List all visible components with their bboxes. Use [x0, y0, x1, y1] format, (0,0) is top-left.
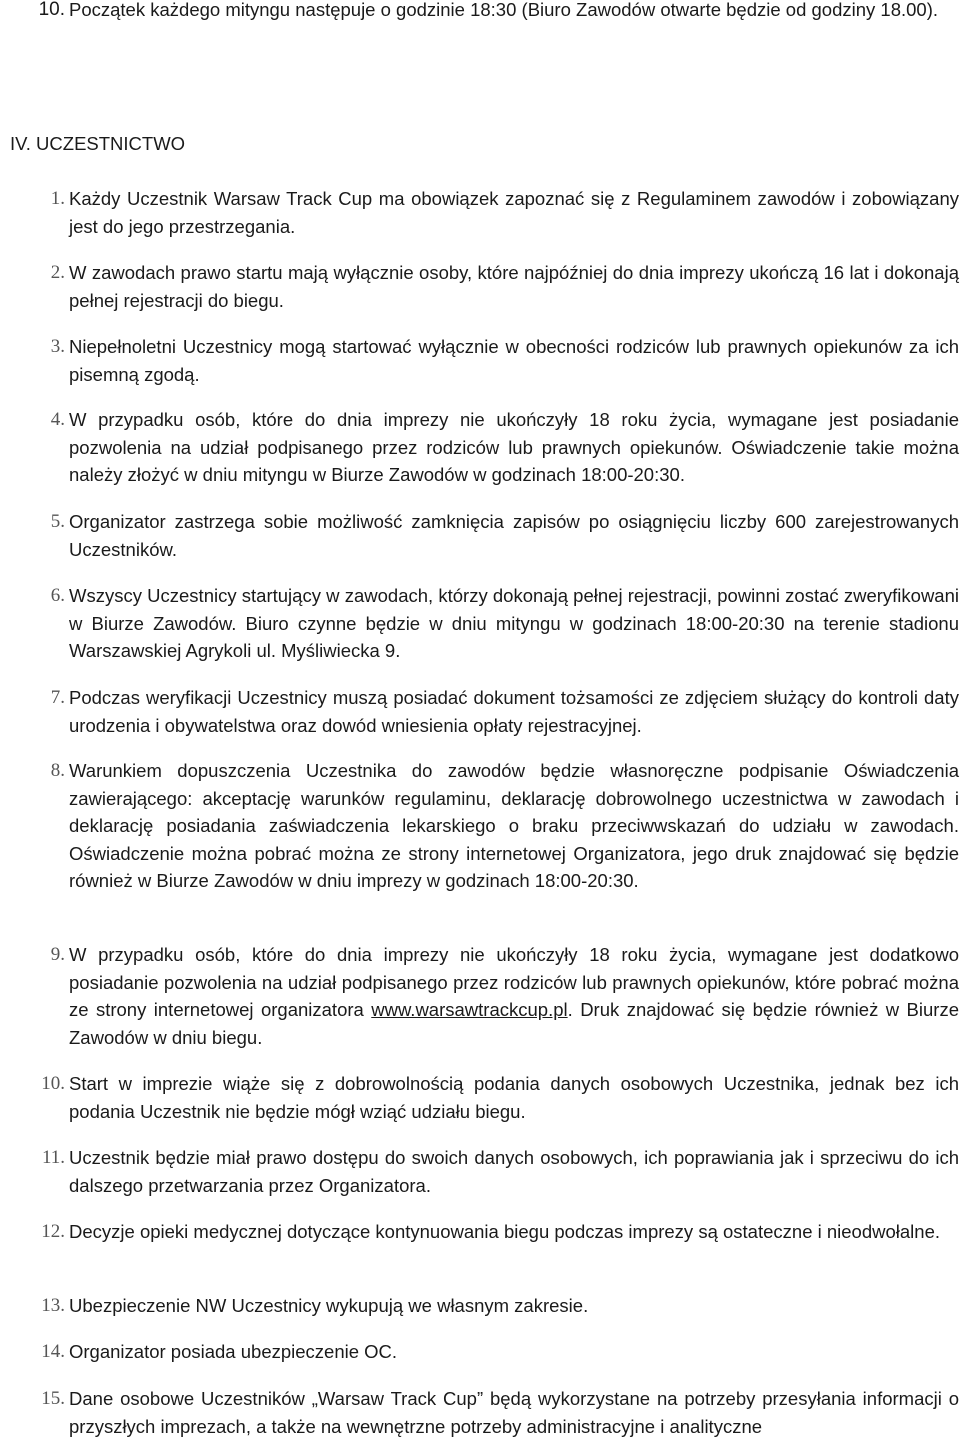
- item-text: W przypadku osób, które do dnia imprezy nie ukończyły 18 roku życia, wymagane jest posiadanie pozwolenia na udział podpisanego przez rodziców lub prawnych opiekunów. Oświadczenie takie można należy złożyć w dniu mityngu w Biurze Zawodów w godzinach 18:00-20:30.: [69, 409, 959, 485]
- item-text: Start w imprezie wiąże się z dobrowolnością podania danych osobowych Uczestnika, jednak bez ich podania Uczestnik nie będzie mógł wziąć udziału biegu.: [69, 1073, 959, 1122]
- item-number: 11.: [41, 1147, 65, 1168]
- item-text-after-link: . Druk znajdować się będzie również w Biurze Zawodów w dniu biegu.: [69, 999, 959, 1048]
- item-number: 8.: [50, 760, 65, 781]
- item-number: 3.: [50, 336, 65, 357]
- item-number: 4.: [50, 409, 65, 430]
- list-item: [50, 757, 959, 895]
- item-number: 13.: [41, 1295, 65, 1316]
- item-text: Każdy Uczestnik Warsaw Track Cup ma obowiązek zapoznać się z Regulaminem zawodów i zobowiązany jest do jego przestrzegania.: [69, 188, 959, 237]
- list-item: [50, 333, 959, 388]
- item-text: Wszyscy Uczestnicy startujący w zawodach, którzy dokonają pełnej rejestracji, powinni zostać zweryfikowani w Biurze Zawodów. Biuro czynne będzie w dniu mityngu w godzinach 18:00-20:30 na terenie stadionu Warszawskiej Agrykoli ul. Myśliwiecka 9.: [69, 585, 959, 661]
- item-text: Decyzje opieki medycznej dotyczące kontynuowania biegu podczas imprezy są ostateczne i nieodwołalne.: [69, 1221, 941, 1242]
- list-item: [41, 1385, 959, 1440]
- item-text: Niepełnoletni Uczestnicy mogą startować wyłącznie w obecności rodziców lub prawnych opiekunów za ich pisemną zgodą.: [69, 336, 959, 385]
- item-number: 6.: [50, 585, 65, 606]
- item-number: 14.: [41, 1341, 65, 1362]
- item-text: W zawodach prawo startu mają wyłącznie osoby, które najpóźniej do dnia imprezy ukończą 16 lat i dokonają pełnej rejestracji do biegu.: [69, 262, 959, 311]
- item-number: 12.: [41, 1221, 65, 1242]
- list-item: [41, 1292, 959, 1320]
- item-text: Dane osobowe Uczestników „Warsaw Track Cup” będą wykorzystane na potrzeby przesyłania informacji o przyszłych imprezach, a także na wewnętrzne potrzeby administracyjne i analityczne: [69, 1388, 959, 1437]
- list-item: [41, 1144, 959, 1199]
- item-text: Organizator zastrzega sobie możliwość zamknięcia zapisów po osiągnięciu liczby 600 zarejestrowanych Uczestników.: [69, 511, 959, 560]
- item-number: 9.: [50, 944, 65, 965]
- list-item: [50, 941, 959, 1051]
- item-number: 7.: [50, 687, 65, 708]
- item-text: Warunkiem dopuszczenia Uczestnika do zawodów będzie własnoręczne podpisanie Oświadczenia zawierającego: akceptację warunków regulaminu, deklarację dobrowolnego uczestnictwa w zawodach i deklarację posiadania zaświadczenia lekarskiego o braku przeciwwskazań do udziału w zawodach. Oświadczenie można pobrać można ze strony internetowej Organizatora, jego druk znajdować się będzie również w Biurze Zawodów w dniu imprezy w godzinach 18:00-20:30.: [69, 760, 959, 891]
- item-text: Uczestnik będzie miał prawo dostępu do swoich danych osobowych, ich poprawiania jak i sprzeciwu do ich dalszego przetwarzania przez Organizatora.: [69, 1147, 959, 1196]
- item-number: 10.: [38, 0, 65, 20]
- item-number: 2.: [50, 262, 65, 283]
- item-text: Ubezpieczenie NW Uczestnicy wykupują we własnym zakresie.: [69, 1295, 589, 1316]
- list-item: [50, 582, 959, 665]
- section-heading: IV. UCZESTNICTWO: [10, 133, 186, 154]
- list-item: [50, 259, 959, 314]
- item-number: 5.: [50, 511, 65, 532]
- list-item: [41, 1338, 959, 1366]
- item-text: Początek każdego mityngu następuje o godzinie 18:30 (Biuro Zawodów otwarte będzie od godziny 18.00).: [69, 0, 939, 20]
- item-text: Podczas weryfikacji Uczestnicy muszą posiadać dokument tożsamości ze zdjęciem służący do kontroli daty urodzenia i obywatelstwa oraz dowód wniesienia opłaty rejestracyjnej.: [69, 687, 959, 736]
- list-item: [50, 508, 959, 563]
- list-item: [41, 1218, 959, 1246]
- item-text: Organizator posiada ubezpieczenie OC.: [69, 1341, 398, 1362]
- item-number: 1.: [50, 188, 65, 209]
- list-item: [50, 684, 959, 739]
- list-item: [50, 406, 959, 489]
- website-link[interactable]: www.warsawtrackcup.pl: [371, 999, 568, 1020]
- list-item: [38, 0, 959, 24]
- list-item: [41, 1070, 959, 1125]
- item-number: 10.: [41, 1073, 65, 1094]
- list-item: [50, 185, 959, 240]
- item-text-before-link: W przypadku osób, które do dnia imprezy nie ukończyły 18 roku życia, wymagane jest dodatkowo posiadanie pozwolenia na udział podpisanego przez rodziców lub prawnych opiekunów, które pobrać można ze strony internetowej organizatora: [69, 944, 959, 1020]
- item-number: 15.: [41, 1388, 65, 1409]
